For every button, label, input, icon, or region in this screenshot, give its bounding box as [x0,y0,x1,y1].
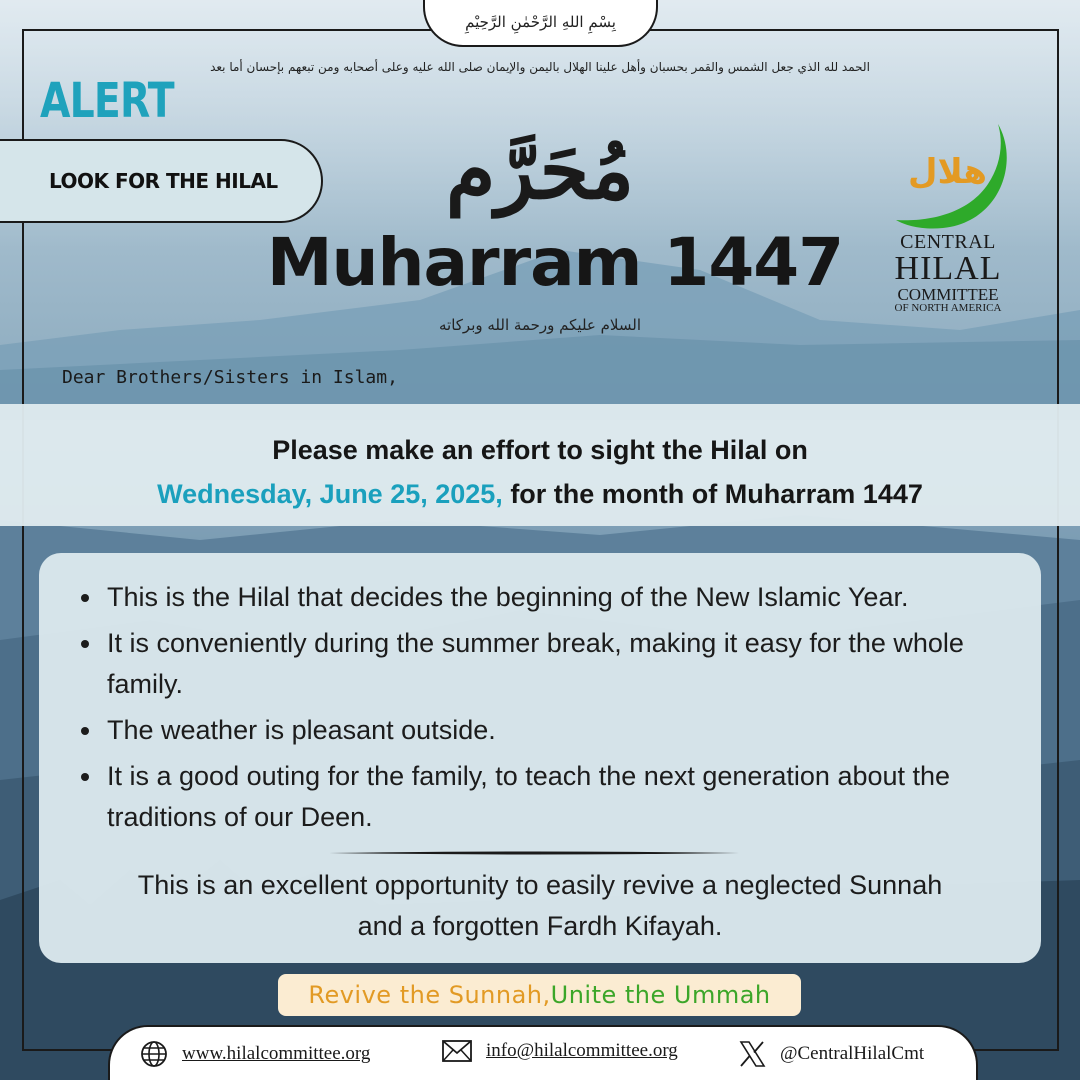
x-logo-icon [738,1040,766,1068]
look-for-hilal-pill [0,139,323,223]
tagline-part-1: Revive the Sunnah, [308,981,551,1009]
website-link[interactable] [140,1040,370,1068]
salam-greeting: السلام عليكم ورحمة الله وبركاته [439,316,641,334]
tagline [278,974,801,1016]
divider [329,851,739,855]
bismillah-tab [423,0,658,47]
announcement-line-1: Please make an effort to sight the Hilal on [272,435,808,465]
list-item: The weather is pleasant outside. [107,710,1017,751]
logo-line-region: OF NORTH AMERICA [894,302,1002,314]
announcement-month: for the month of Muharram 1447 [502,479,923,509]
email-address[interactable]: info@hilalcommittee.org [486,1040,678,1061]
closing-statement [89,865,991,947]
hilal-committee-logo [888,122,1013,312]
tagline-part-2: Unite the Ummah [550,981,771,1009]
list-item: This is the Hilal that decides the beginning of the New Islamic Year. [107,577,1017,618]
sighting-date: Wednesday, June 25, 2025, [157,479,503,509]
announcement-band [0,404,1080,526]
logo-wordmark [888,232,1008,314]
look-for-hilal-label: LOOK FOR THE HILAL [49,169,278,193]
alert-heading: ALERT [40,73,174,129]
page-title: Muharram 1447 [266,224,844,301]
mail-icon [442,1040,472,1062]
list-item: It is conveniently during the summer break, making it easy for the whole family. [107,623,1017,705]
logo-line-central: CENTRAL [900,231,996,253]
logo-arabic-text: هلال [908,152,987,192]
website-url[interactable]: www.hilalcommittee.org [182,1043,371,1064]
logo-line-hilal: HILAL [894,250,1002,287]
closing-line-1: This is an excellent opportunity to easily revive a neglected Sunnah [137,870,943,900]
list-item: It is a good outing for the family, to teach the next generation about the traditions of our Deen. [107,756,1017,838]
x-handle[interactable]: @CentralHilalCmt [780,1043,925,1064]
salutation: Dear Brothers/Sisters in Islam, [62,367,398,388]
contact-footer [108,1025,978,1080]
closing-line-2: and a forgotten Fardh Kifayah. [357,911,723,941]
doxology: الحمد لله الذي جعل الشمس والقمر بحسبان وأهل علينا الهلال باليمن والإيمان صلى الله عليه وعلى أصحابه ومن تبعهم بإحسان أما بعد [210,60,870,74]
muharram-calligraphy: مُحَرَّم [445,123,635,217]
globe-icon [140,1040,168,1068]
reasons-list [107,577,1017,843]
reasons-card [39,553,1041,963]
announcement-line-2 [0,472,1080,516]
bismillah-text: بِسْمِ اللهِ الرَّحْمٰنِ الرَّحِيْمِ [465,12,616,31]
email-link[interactable] [442,1040,678,1062]
x-social-link[interactable] [738,1040,924,1068]
logo-line-committee: COMMITTEE [897,285,999,304]
